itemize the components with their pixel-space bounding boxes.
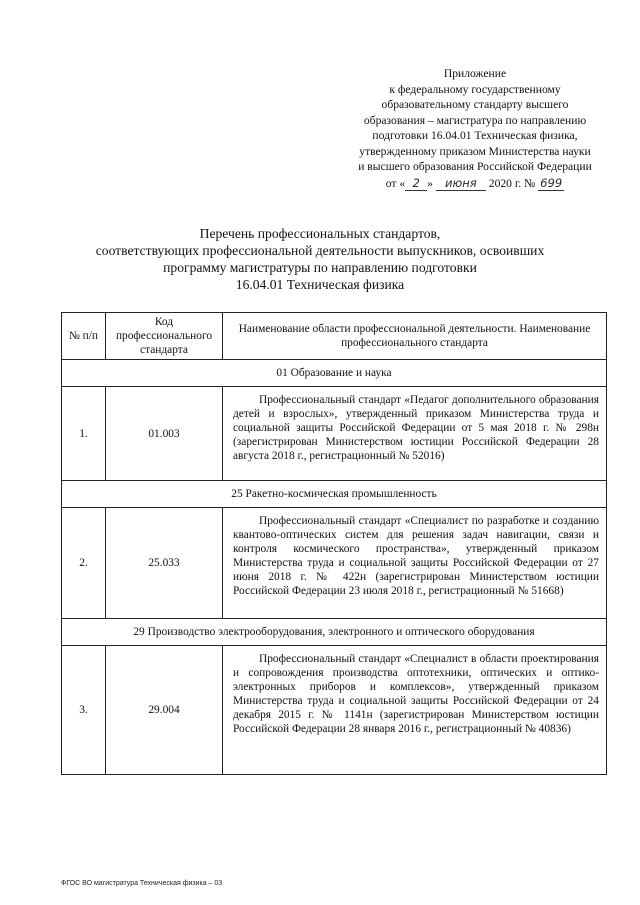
appendix-line: образовательному стандарту высшего <box>381 98 569 111</box>
appendix-line: утвержденному приказом Министерства науки <box>359 144 591 158</box>
standard-code: 25.033 <box>106 508 223 619</box>
section-row <box>62 360 607 387</box>
appendix-block <box>340 66 610 191</box>
header-code: Код профессионального стандарта <box>106 313 223 360</box>
handwritten-month: июня <box>436 177 486 191</box>
date-prefix: от « <box>385 176 406 190</box>
standard-code: 01.003 <box>106 387 223 481</box>
section-title: 29 Производство электрооборудования, электронного и оптического оборудования <box>62 619 607 646</box>
title-line: программу магистратуры по направлению подготовки <box>163 260 477 275</box>
standards-table <box>61 312 607 775</box>
header-num: № п/п <box>62 313 106 360</box>
year-text: 2020 г. № <box>488 176 536 190</box>
appendix-line: Приложение <box>443 67 507 80</box>
title-line: соответствующих профессиональной деятельности выпускников, освоивших <box>95 243 545 258</box>
page-footer: ФГОС ВО магистратура Техническая физика – 03 <box>61 880 223 887</box>
section-title: 01 Образование и наука <box>62 360 607 387</box>
handwritten-order-number: 699 <box>540 175 563 190</box>
date-close-quote: » <box>427 176 433 190</box>
handwritten-day: 2 <box>405 177 427 191</box>
table-row <box>62 508 607 619</box>
section-row <box>62 619 607 646</box>
section-title: 25 Ракетно-космическая промышленность <box>62 481 607 508</box>
title-line: Перечень профессиональных стандартов, <box>199 226 441 241</box>
document-title <box>60 225 580 293</box>
row-number: 1. <box>62 387 106 481</box>
appendix-line: подготовки 16.04.01 Техническая физика, <box>372 129 578 142</box>
title-line: 16.04.01 Техническая физика <box>235 277 405 292</box>
table-header-row <box>62 313 607 360</box>
order-date-line <box>340 176 610 192</box>
header-name: Наименование области профессиональной деятельности. Наименование профессионального стандарта <box>223 313 607 360</box>
appendix-line: и высшего образования Российской Федерации <box>358 160 592 173</box>
section-row <box>62 481 607 508</box>
standard-description: Профессиональный стандарт «Педагог дополнительного образования детей и взрослых», утвержденный приказом Министерства труда и социальной защиты Российской Федерации от 5 мая 2018 г. № 298н (зарегистрирован Министерством юстиции Российской Федерации 28 августа 2018 г., регистрационный № 52016) <box>223 387 607 481</box>
row-number: 2. <box>62 508 106 619</box>
row-number: 3. <box>62 646 106 775</box>
appendix-line: образования – магистратура по направлению <box>363 113 587 127</box>
standard-description: Профессиональный стандарт «Специалист по разработке и созданию квантово-оптических систем для решения задач навигации, связи и контроля космического пространства», утвержденный приказом Министерства труда и социальной защиты Российской Федерации от 27 июня 2018 г. № 422н (зарегистрирован Министерством юстиции Российской Федерации 23 июля 2018 г., регистрационный № 51668) <box>223 508 607 619</box>
appendix-line: к федеральному государственному <box>389 82 561 96</box>
standard-code: 29.004 <box>106 646 223 775</box>
table-row <box>62 646 607 775</box>
standard-description: Профессиональный стандарт «Специалист в области проектирования и сопровождения производства оптотехники, оптических и оптико-электронных приборов и комплексов», утвержденный приказом Министерства труда и социальной защиты Российской Федерации от 24 декабря 2015 г. № 1141н (зарегистрирован Министерством юстиции Российской Федерации 28 января 2016 г., регистрационный № 40836) <box>223 646 607 775</box>
table-row <box>62 387 607 481</box>
